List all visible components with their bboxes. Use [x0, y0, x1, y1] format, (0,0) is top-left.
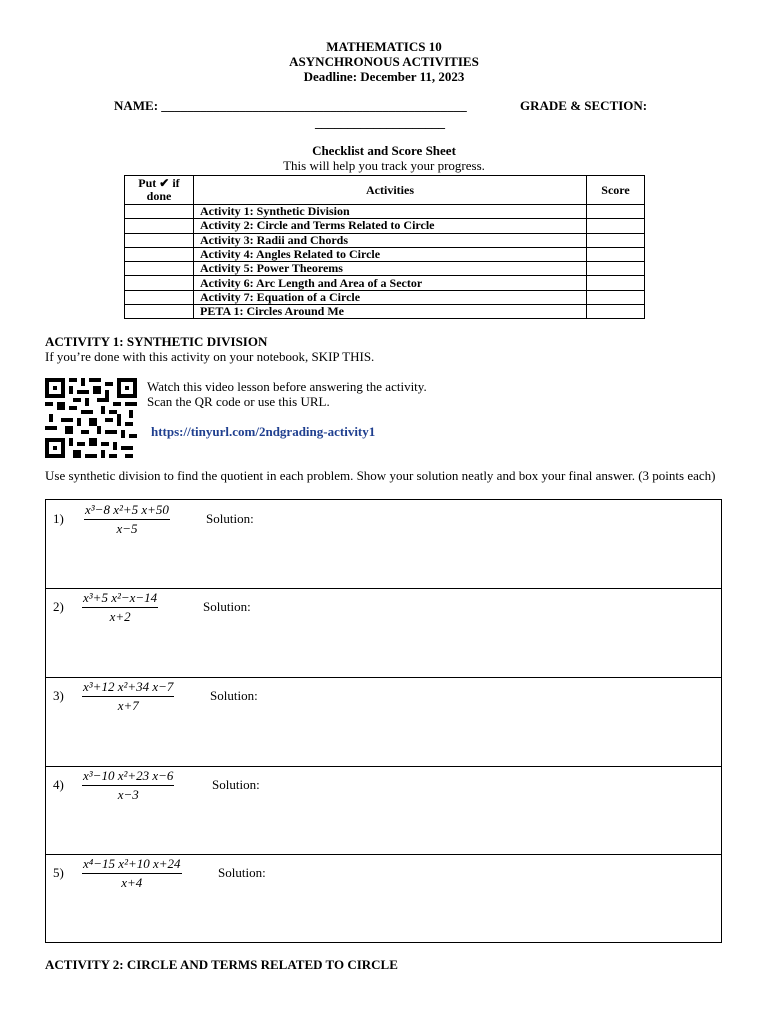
problem-number: 5) — [53, 865, 64, 880]
done-cell[interactable] — [125, 262, 194, 276]
activity-cell: Activity 2: Circle and Terms Related to Circle — [194, 219, 587, 233]
solution-label: Solution: — [212, 777, 260, 792]
instructions: Use synthetic division to find the quotient in each problem. Show your solution neatly and box your final answer. (3 points each) — [45, 468, 716, 483]
qr-code-icon[interactable] — [45, 378, 137, 458]
header-score: Score — [587, 176, 645, 205]
activity1-title: ACTIVITY 1: SYNTHETIC DIVISION — [45, 334, 268, 349]
activity-cell: Activity 1: Synthetic Division — [194, 205, 587, 219]
activity-cell: PETA 1: Circles Around Me — [194, 305, 587, 319]
numerator: x⁴−15 x²+10 x+24 — [82, 856, 182, 874]
done-cell[interactable] — [125, 233, 194, 247]
problem-fraction — [82, 768, 174, 803]
video-url-link[interactable]: https://tinyurl.com/2ndgrading-activity1 — [151, 424, 376, 439]
qr-instruction: Scan the QR code or use this URL. — [147, 394, 330, 409]
checklist-table — [124, 175, 645, 319]
header-done: Put ✔ if done — [125, 176, 194, 205]
document-title: ASYNCHRONOUS ACTIVITIES — [289, 54, 479, 69]
problem-row[interactable] — [46, 767, 721, 855]
solution-label: Solution: — [218, 865, 266, 880]
grade-section-field[interactable]: ____________________ — [315, 115, 445, 130]
done-cell[interactable] — [125, 219, 194, 233]
grade-section-label: GRADE & SECTION: — [520, 98, 648, 113]
table-row — [125, 205, 645, 219]
table-row — [125, 219, 645, 233]
score-cell[interactable] — [587, 305, 645, 319]
activity-cell: Activity 3: Radii and Chords — [194, 233, 587, 247]
table-row — [125, 262, 645, 276]
problem-row[interactable] — [46, 678, 721, 767]
score-cell[interactable] — [587, 219, 645, 233]
done-cell[interactable] — [125, 276, 194, 290]
denominator: x+4 — [121, 875, 143, 890]
solution-label: Solution: — [203, 599, 251, 614]
problem-fraction — [82, 679, 174, 714]
done-cell[interactable] — [125, 290, 194, 304]
denominator: x+7 — [117, 698, 139, 713]
video-instruction: Watch this video lesson before answering the activity. — [147, 379, 427, 394]
table-row — [125, 305, 645, 319]
table-row — [125, 233, 645, 247]
denominator: x−3 — [117, 787, 139, 802]
score-cell[interactable] — [587, 262, 645, 276]
problems-box — [45, 499, 722, 943]
problem-fraction — [84, 502, 170, 537]
numerator: x³+12 x²+34 x−7 — [82, 679, 174, 697]
done-cell[interactable] — [125, 205, 194, 219]
score-cell[interactable] — [587, 205, 645, 219]
problem-number: 2) — [53, 599, 64, 614]
score-cell[interactable] — [587, 247, 645, 261]
activity-cell: Activity 4: Angles Related to Circle — [194, 247, 587, 261]
denominator: x+2 — [109, 609, 131, 624]
subject-title: MATHEMATICS 10 — [326, 39, 442, 54]
denominator: x−5 — [116, 521, 138, 536]
activity-cell: Activity 5: Power Theorems — [194, 262, 587, 276]
score-cell[interactable] — [587, 290, 645, 304]
table-row — [125, 247, 645, 261]
activity-cell: Activity 7: Equation of a Circle — [194, 290, 587, 304]
problem-fraction — [82, 590, 158, 625]
problem-row[interactable] — [46, 500, 721, 589]
done-cell[interactable] — [125, 247, 194, 261]
checklist-subtitle: This will help you track your progress. — [283, 158, 485, 173]
header-activities: Activities — [194, 176, 587, 205]
deadline: Deadline: December 11, 2023 — [303, 69, 465, 84]
problem-number: 4) — [53, 777, 64, 792]
score-cell[interactable] — [587, 233, 645, 247]
done-cell[interactable] — [125, 305, 194, 319]
skip-note: If you’re done with this activity on your notebook, SKIP THIS. — [45, 349, 375, 364]
numerator: x³+5 x²−x−14 — [82, 590, 158, 608]
table-row — [125, 290, 645, 304]
activity-cell: Activity 6: Arc Length and Area of a Sector — [194, 276, 587, 290]
table-header-row — [125, 176, 645, 205]
problem-row[interactable] — [46, 589, 721, 678]
checklist-title: Checklist and Score Sheet — [312, 143, 456, 158]
activity2-title: ACTIVITY 2: CIRCLE AND TERMS RELATED TO CIRCLE — [45, 957, 398, 972]
numerator: x³−10 x²+23 x−6 — [82, 768, 174, 786]
problem-row[interactable] — [46, 855, 721, 942]
numerator: x³−8 x²+5 x+50 — [84, 502, 170, 520]
problem-number: 3) — [53, 688, 64, 703]
name-field[interactable]: NAME: _______________________________________________ — [114, 98, 467, 113]
table-row — [125, 276, 645, 290]
solution-label: Solution: — [210, 688, 258, 703]
problem-number: 1) — [53, 511, 64, 526]
problem-fraction — [82, 856, 182, 891]
solution-label: Solution: — [206, 511, 254, 526]
score-cell[interactable] — [587, 276, 645, 290]
